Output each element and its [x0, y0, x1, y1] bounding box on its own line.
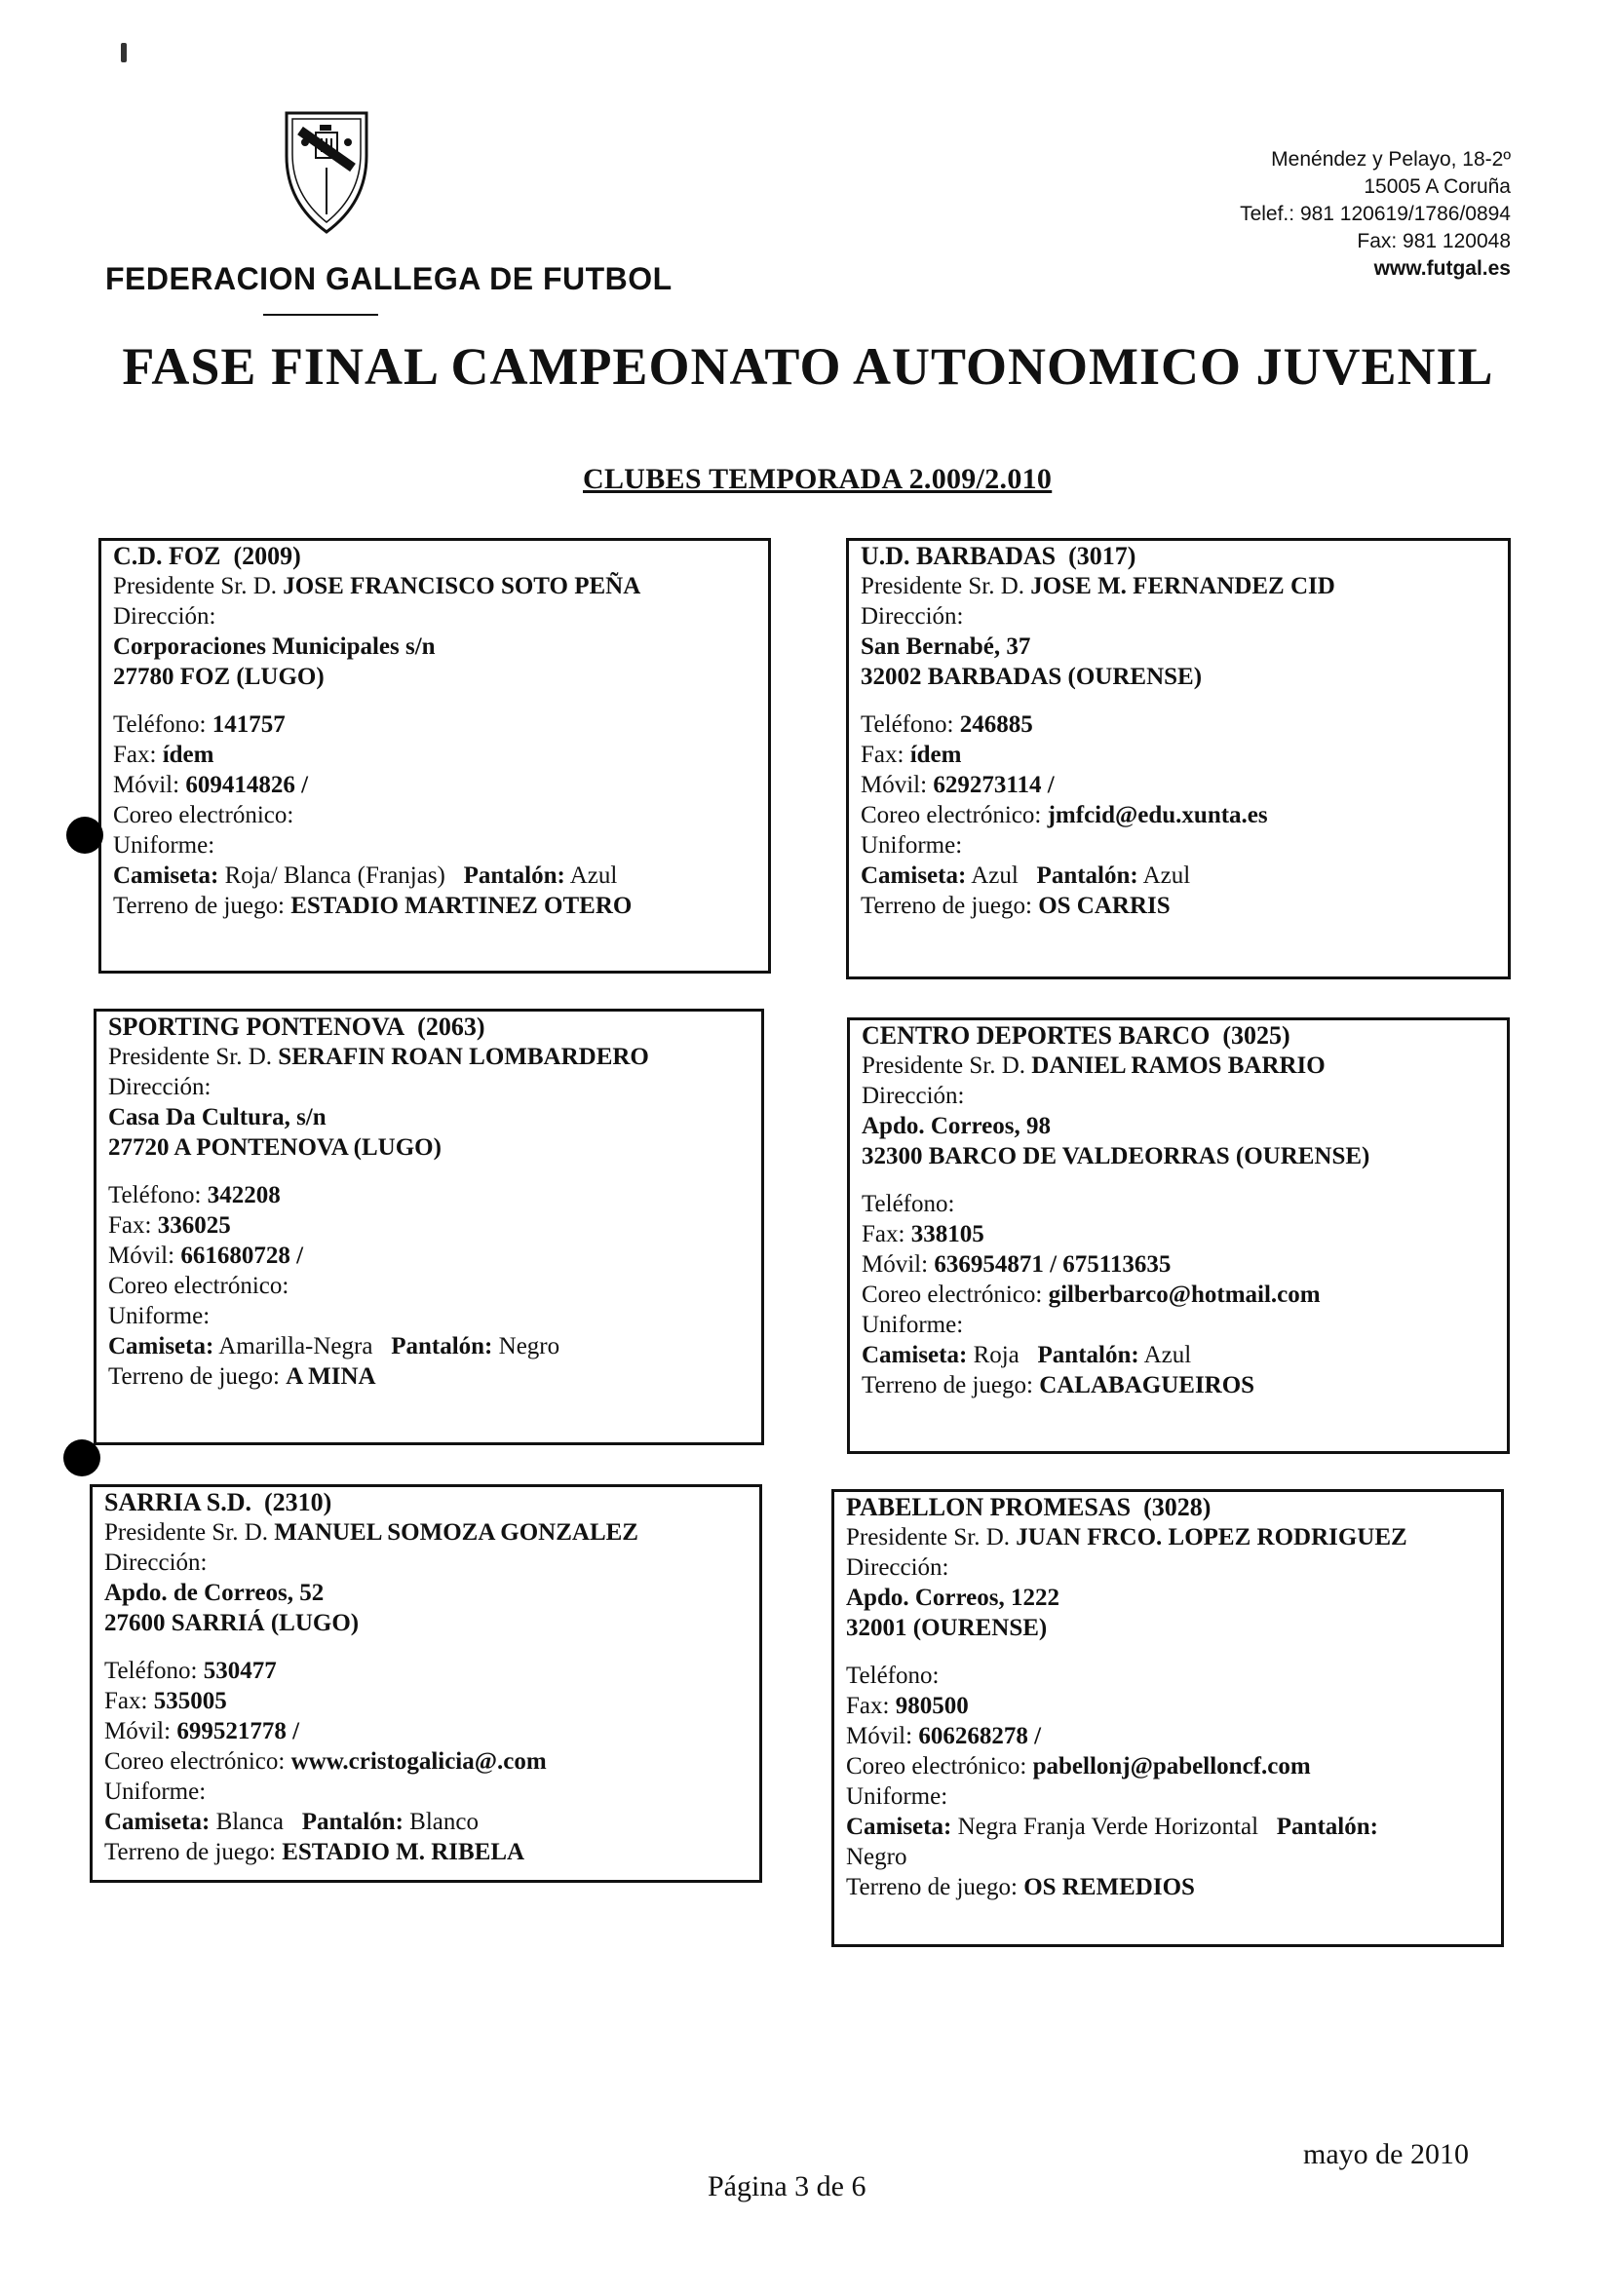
club-shirt: Negra Franja Verde Horizontal	[957, 1814, 1259, 1840]
label-fax: Fax:	[108, 1212, 152, 1239]
label-president: Presidente Sr. D.	[862, 1052, 1026, 1079]
club-shirt: Blanca	[215, 1809, 284, 1835]
label-uniform: Uniforme:	[846, 1783, 948, 1810]
club-president: JOSE M. FERNANDEZ CID	[1030, 573, 1335, 599]
label-phone: Teléfono:	[108, 1182, 202, 1208]
label-uniform: Uniforme:	[862, 1312, 964, 1338]
label-president: Presidente Sr. D.	[861, 573, 1025, 599]
club-code: (2009)	[233, 542, 301, 570]
club-president: JUAN FRCO. LOPEZ RODRIGUEZ	[1016, 1524, 1407, 1550]
club-code: (2310)	[264, 1488, 332, 1516]
label-address: Dirección:	[113, 603, 216, 630]
punch-hole	[63, 1439, 100, 1476]
club-name: PABELLON PROMESAS	[846, 1493, 1132, 1521]
club-shirt: Roja	[973, 1342, 1020, 1368]
label-mobile: Móvil:	[861, 772, 928, 798]
club-shorts: Azul	[1142, 862, 1191, 889]
label-phone: Teléfono:	[862, 1191, 955, 1217]
label-shorts: Pantalón:	[463, 862, 565, 889]
federation-name: FEDERACION GALLEGA DE FUTBOL	[105, 261, 673, 296]
club-address-line2: 27600 SARRIÁ (LUGO)	[104, 1610, 360, 1636]
label-shirt: Camiseta:	[113, 862, 219, 889]
label-ground: Terreno de juego:	[104, 1839, 276, 1865]
club-address-line1: Apdo. Correos, 1222	[846, 1585, 1059, 1611]
label-uniform: Uniforme:	[104, 1779, 207, 1805]
club-shirt: Amarilla-Negra	[218, 1333, 373, 1359]
club-ground: OS REMEDIOS	[1023, 1874, 1195, 1900]
club-phone: 246885	[959, 711, 1033, 738]
club-code: (2063)	[417, 1013, 485, 1041]
label-phone: Teléfono:	[861, 711, 954, 738]
label-email: Coreo electrónico:	[862, 1282, 1043, 1308]
club-address-line1: Casa Da Cultura, s/n	[108, 1104, 327, 1130]
label-ground: Terreno de juego:	[108, 1363, 280, 1390]
club-card-sporting-pontenova	[94, 1009, 764, 1445]
club-shorts: Azul	[569, 862, 618, 889]
label-shorts: Pantalón:	[1037, 1342, 1139, 1368]
label-phone: Teléfono:	[113, 711, 207, 738]
club-mobile: 636954871 / 675113635	[934, 1251, 1172, 1278]
label-address: Dirección:	[108, 1074, 212, 1100]
header-rule	[263, 314, 378, 316]
label-email: Coreo electrónico:	[846, 1753, 1027, 1779]
club-shirt: Roja/ Blanca (Franjas)	[224, 862, 445, 889]
club-name: C.D. FOZ	[113, 542, 221, 570]
label-address: Dirección:	[104, 1550, 208, 1576]
club-shorts: Blanco	[409, 1809, 479, 1835]
club-address-line1: Apdo. Correos, 98	[862, 1113, 1051, 1139]
label-phone: Teléfono:	[846, 1663, 940, 1689]
club-mobile: 661680728 /	[180, 1243, 304, 1269]
label-uniform: Uniforme:	[108, 1303, 211, 1329]
club-address-line2: 32300 BARCO DE VALDEORRAS (OURENSE)	[862, 1143, 1370, 1169]
label-president: Presidente Sr. D.	[108, 1044, 273, 1070]
club-card-centro-deportes-barco	[847, 1017, 1510, 1454]
label-shorts: Pantalón:	[301, 1809, 404, 1835]
address-phone: Telef.: 981 120619/1786/0894	[1240, 203, 1511, 225]
label-mobile: Móvil:	[104, 1718, 172, 1744]
club-address-line2: 32001 (OURENSE)	[846, 1615, 1048, 1641]
club-address-line2: 32002 BARBADAS (OURENSE)	[861, 664, 1203, 690]
label-fax: Fax:	[104, 1688, 148, 1714]
label-uniform: Uniforme:	[861, 832, 963, 859]
club-name: CENTRO DEPORTES BARCO	[862, 1021, 1211, 1050]
label-shorts: Pantalón:	[1276, 1814, 1378, 1840]
page-title: FASE FINAL CAMPEONATO AUTONOMICO JUVENIL	[122, 337, 1494, 396]
label-shirt: Camiseta:	[108, 1333, 214, 1359]
page-number: Página 3 de 6	[708, 2170, 866, 2202]
label-ground: Terreno de juego:	[846, 1874, 1018, 1900]
club-fax: ídem	[909, 742, 962, 768]
club-card-pabellon-promesas	[831, 1489, 1504, 1947]
club-email[interactable]: gilberbarco@hotmail.com	[1048, 1282, 1321, 1308]
club-ground: ESTADIO M. RIBELA	[282, 1839, 525, 1865]
club-president: SERAFIN ROAN LOMBARDERO	[278, 1044, 649, 1070]
label-president: Presidente Sr. D.	[113, 573, 278, 599]
label-email: Coreo electrónico:	[861, 802, 1042, 828]
club-shirt: Azul	[971, 862, 1019, 889]
club-president: DANIEL RAMOS BARRIO	[1031, 1052, 1326, 1079]
label-president: Presidente Sr. D.	[104, 1519, 269, 1546]
club-mobile: 699521778 /	[176, 1718, 300, 1744]
club-fax: 336025	[157, 1212, 231, 1239]
label-ground: Terreno de juego:	[113, 893, 285, 919]
club-phone: 530477	[203, 1658, 277, 1684]
club-address-line2: 27780 FOZ (LUGO)	[113, 664, 325, 690]
label-mobile: Móvil:	[846, 1723, 913, 1749]
document-date: mayo de 2010	[1303, 2138, 1469, 2170]
federation-crest-icon	[283, 109, 370, 236]
club-name: SPORTING PONTENOVA	[108, 1013, 405, 1041]
club-email[interactable]: jmfcid@edu.xunta.es	[1047, 802, 1268, 828]
label-mobile: Móvil:	[108, 1243, 175, 1269]
club-president: JOSE FRANCISCO SOTO PEÑA	[283, 573, 641, 599]
club-shorts: Negro	[498, 1333, 560, 1359]
label-fax: Fax:	[113, 742, 157, 768]
scan-mark	[121, 43, 127, 62]
label-mobile: Móvil:	[113, 772, 180, 798]
label-shirt: Camiseta:	[104, 1809, 211, 1835]
website-link[interactable]: www.futgal.es	[1373, 257, 1511, 280]
club-ground: ESTADIO MARTINEZ OTERO	[290, 893, 633, 919]
label-email: Coreo electrónico:	[104, 1748, 286, 1775]
club-mobile: 629273114 /	[933, 772, 1055, 798]
club-name: U.D. BARBADAS	[861, 542, 1057, 570]
club-ground: OS CARRIS	[1038, 893, 1171, 919]
club-mobile: 609414826 /	[185, 772, 309, 798]
club-phone: 342208	[207, 1182, 281, 1208]
club-mobile: 606268278 /	[918, 1723, 1042, 1749]
label-mobile: Móvil:	[862, 1251, 929, 1278]
label-fax: Fax:	[861, 742, 904, 768]
club-fax: ídem	[162, 742, 214, 768]
club-card-foz	[98, 538, 771, 974]
label-email: Coreo electrónico:	[108, 1273, 289, 1299]
club-shorts: Negro	[846, 1844, 907, 1870]
address-fax: Fax: 981 120048	[1357, 230, 1511, 252]
club-address-line1: San Bernabé, 37	[861, 633, 1031, 660]
club-president: MANUEL SOMOZA GONZALEZ	[274, 1519, 638, 1546]
label-shorts: Pantalón:	[391, 1333, 493, 1359]
club-name: SARRIA S.D.	[104, 1488, 251, 1516]
club-card-barbadas	[846, 538, 1511, 979]
club-ground: CALABAGUEIROS	[1039, 1372, 1255, 1398]
club-address-line1: Corporaciones Municipales s/n	[113, 633, 436, 660]
label-fax: Fax:	[846, 1693, 890, 1719]
label-address: Dirección:	[861, 603, 964, 630]
club-code: (3017)	[1068, 542, 1136, 570]
club-code: (3025)	[1222, 1021, 1290, 1050]
address-street: Menéndez y Pelayo, 18-2º	[1271, 148, 1511, 171]
club-email[interactable]: www.cristogalicia@.com	[290, 1748, 547, 1775]
label-fax: Fax:	[862, 1221, 905, 1247]
label-email: Coreo electrónico:	[113, 802, 294, 828]
club-code: (3028)	[1143, 1493, 1212, 1521]
club-fax: 980500	[895, 1693, 969, 1719]
label-phone: Teléfono:	[104, 1658, 198, 1684]
club-card-sarria	[90, 1484, 762, 1883]
label-shirt: Camiseta:	[846, 1814, 952, 1840]
club-address-line1: Apdo. de Correos, 52	[104, 1580, 325, 1606]
label-president: Presidente Sr. D.	[846, 1524, 1011, 1550]
page-subtitle: CLUBES TEMPORADA 2.009/2.010	[583, 463, 1053, 495]
address-city: 15005 A Coruña	[1364, 175, 1511, 198]
punch-hole	[66, 817, 103, 854]
federation-address	[1101, 146, 1511, 283]
label-shirt: Camiseta:	[861, 862, 967, 889]
label-shorts: Pantalón:	[1036, 862, 1138, 889]
label-uniform: Uniforme:	[113, 832, 215, 859]
label-address: Dirección:	[846, 1554, 949, 1581]
club-email[interactable]: pabellonj@pabelloncf.com	[1032, 1753, 1311, 1779]
label-ground: Terreno de juego:	[862, 1372, 1033, 1398]
club-shorts: Azul	[1143, 1342, 1192, 1368]
club-fax: 535005	[153, 1688, 227, 1714]
club-address-line2: 27720 A PONTENOVA (LUGO)	[108, 1134, 442, 1161]
club-fax: 338105	[910, 1221, 984, 1247]
club-phone: 141757	[212, 711, 286, 738]
club-ground: A MINA	[286, 1363, 376, 1390]
label-address: Dirección:	[862, 1083, 965, 1109]
label-ground: Terreno de juego:	[861, 893, 1032, 919]
label-shirt: Camiseta:	[862, 1342, 968, 1368]
